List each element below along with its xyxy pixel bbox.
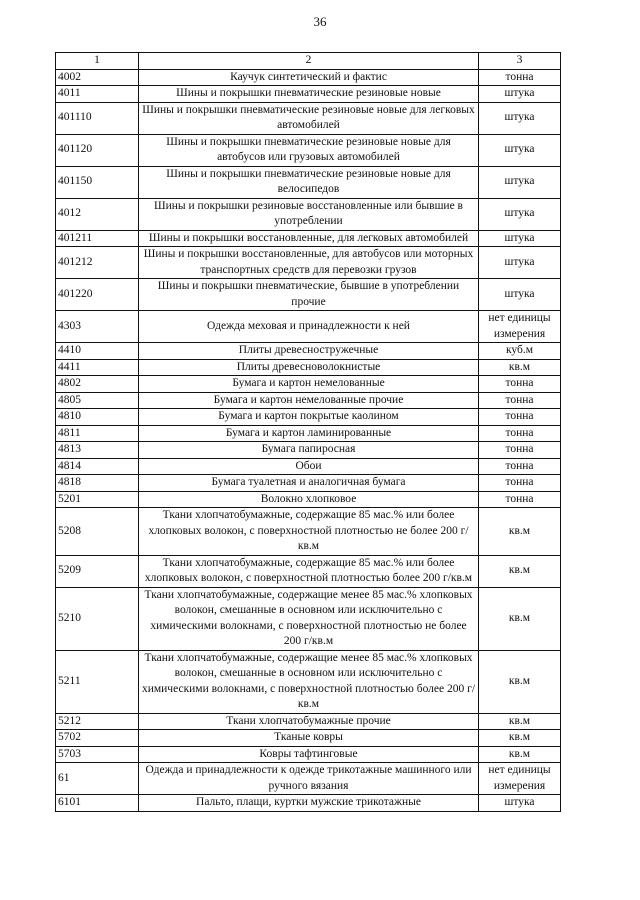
row-name: Бумага туалетная и аналогичная бумага xyxy=(139,475,479,492)
row-code: 4002 xyxy=(56,69,139,86)
table-row xyxy=(56,359,561,376)
row-name: Бумага и картон покрытые каолином xyxy=(139,409,479,426)
row-name: Бумага и картон ламинированные xyxy=(139,425,479,442)
row-name: Волокно хлопковое xyxy=(139,491,479,508)
row-name: Шины и покрышки пневматические резиновые новые xyxy=(139,86,479,103)
column-header-1: 1 xyxy=(56,53,139,70)
row-name: Шины и покрышки пневматические, бывшие в употреблении прочие xyxy=(139,279,479,311)
row-code: 6101 xyxy=(56,795,139,812)
row-unit: тонна xyxy=(479,69,561,86)
row-unit: штука xyxy=(479,102,561,134)
row-name: Ткани хлопчатобумажные, содержащие 85 мас.% или более хлопковых волокон, с поверхностной плотностью более 200 г/кв.м xyxy=(139,555,479,587)
row-code: 401150 xyxy=(56,166,139,198)
row-name: Тканые ковры xyxy=(139,730,479,747)
row-unit: штука xyxy=(479,86,561,103)
row-code: 4802 xyxy=(56,376,139,393)
row-name: Ткани хлопчатобумажные прочие xyxy=(139,713,479,730)
row-code: 401211 xyxy=(56,230,139,247)
row-name: Ткани хлопчатобумажные, содержащие менее 85 мас.% хлопковых волокон, смешанные в основном или исключительно с химическими волокнами, с поверхностной плотностью не более 200 г/кв.м xyxy=(139,587,479,650)
column-header-3: 3 xyxy=(479,53,561,70)
row-unit: тонна xyxy=(479,458,561,475)
row-unit: тонна xyxy=(479,376,561,393)
table-row xyxy=(56,166,561,198)
row-code: 4303 xyxy=(56,311,139,343)
row-code: 5211 xyxy=(56,650,139,713)
table-body xyxy=(56,69,561,811)
row-name: Шины и покрышки пневматические резиновые новые для легковых автомобилей xyxy=(139,102,479,134)
row-name: Плиты древесностружечные xyxy=(139,343,479,360)
row-unit: кв.м xyxy=(479,713,561,730)
row-name: Шины и покрышки пневматические резиновые новые для автобусов или грузовых автомобилей xyxy=(139,134,479,166)
row-unit: кв.м xyxy=(479,746,561,763)
row-unit: кв.м xyxy=(479,587,561,650)
row-code: 4818 xyxy=(56,475,139,492)
row-code: 4012 xyxy=(56,198,139,230)
row-code: 4810 xyxy=(56,409,139,426)
row-unit: тонна xyxy=(479,442,561,459)
table-row xyxy=(56,746,561,763)
row-unit: штука xyxy=(479,795,561,812)
row-name: Обои xyxy=(139,458,479,475)
row-unit: штука xyxy=(479,247,561,279)
table-row xyxy=(56,730,561,747)
row-unit: тонна xyxy=(479,409,561,426)
table-row xyxy=(56,587,561,650)
row-name: Бумага и картон немелованные xyxy=(139,376,479,393)
row-name: Ткани хлопчатобумажные, содержащие менее 85 мас.% хлопковых волокон, смешанные в основном или исключительно с химическими волокнами, с поверхностной плотностью более 200 г/кв.м xyxy=(139,650,479,713)
row-unit: штука xyxy=(479,198,561,230)
row-unit: штука xyxy=(479,279,561,311)
table-row xyxy=(56,795,561,812)
row-name: Плиты древесноволокнистые xyxy=(139,359,479,376)
row-name: Шины и покрышки восстановленные, для автобусов или моторных транспортных средств для перевозки грузов xyxy=(139,247,479,279)
row-code: 5703 xyxy=(56,746,139,763)
row-unit: кв.м xyxy=(479,508,561,556)
row-name: Пальто, плащи, куртки мужские трикотажные xyxy=(139,795,479,812)
row-code: 5208 xyxy=(56,508,139,556)
row-unit: штука xyxy=(479,230,561,247)
row-code: 4411 xyxy=(56,359,139,376)
row-code: 4814 xyxy=(56,458,139,475)
row-name: Шины и покрышки пневматические резиновые новые для велосипедов xyxy=(139,166,479,198)
row-unit: штука xyxy=(479,134,561,166)
row-unit: штука xyxy=(479,166,561,198)
table-row xyxy=(56,458,561,475)
table-row xyxy=(56,134,561,166)
table-row xyxy=(56,247,561,279)
row-code: 5201 xyxy=(56,491,139,508)
row-unit: тонна xyxy=(479,425,561,442)
table-row xyxy=(56,86,561,103)
row-name: Одежда и принадлежности к одежде трикотажные машинного или ручного вязания xyxy=(139,763,479,795)
table-row xyxy=(56,409,561,426)
row-name: Шины и покрышки восстановленные, для легковых автомобилей xyxy=(139,230,479,247)
row-unit: нет единицы измерения xyxy=(479,763,561,795)
row-name: Одежда меховая и принадлежности к ней xyxy=(139,311,479,343)
row-name: Ковры тафтинговые xyxy=(139,746,479,763)
table-row xyxy=(56,311,561,343)
table-row xyxy=(56,763,561,795)
table-row xyxy=(56,376,561,393)
row-unit: кв.м xyxy=(479,359,561,376)
table-row xyxy=(56,279,561,311)
row-name: Каучук синтетический и фактис xyxy=(139,69,479,86)
row-code: 401220 xyxy=(56,279,139,311)
table-row xyxy=(56,392,561,409)
table-row xyxy=(56,198,561,230)
row-code: 4811 xyxy=(56,425,139,442)
row-code: 4410 xyxy=(56,343,139,360)
row-code: 5209 xyxy=(56,555,139,587)
classification-table xyxy=(55,52,561,812)
row-unit: куб.м xyxy=(479,343,561,360)
table-row xyxy=(56,343,561,360)
row-unit: тонна xyxy=(479,475,561,492)
row-unit: тонна xyxy=(479,491,561,508)
row-code: 5212 xyxy=(56,713,139,730)
row-unit: тонна xyxy=(479,392,561,409)
table-row xyxy=(56,442,561,459)
row-name: Шины и покрышки резиновые восстановленные или бывшие в употреблении xyxy=(139,198,479,230)
row-unit: кв.м xyxy=(479,555,561,587)
row-code: 401110 xyxy=(56,102,139,134)
row-unit: нет единицы измерения xyxy=(479,311,561,343)
row-code: 4813 xyxy=(56,442,139,459)
table-header-row xyxy=(56,53,561,70)
page-number: 36 xyxy=(313,14,327,29)
table-row xyxy=(56,491,561,508)
table-row xyxy=(56,555,561,587)
table-row xyxy=(56,69,561,86)
row-code: 5210 xyxy=(56,587,139,650)
table-row xyxy=(56,475,561,492)
row-code: 4805 xyxy=(56,392,139,409)
column-header-2: 2 xyxy=(139,53,479,70)
table-row xyxy=(56,508,561,556)
row-name: Бумага и картон немелованные прочие xyxy=(139,392,479,409)
table-row xyxy=(56,713,561,730)
table-row xyxy=(56,102,561,134)
row-code: 401212 xyxy=(56,247,139,279)
row-code: 5702 xyxy=(56,730,139,747)
table-row xyxy=(56,425,561,442)
row-code: 401120 xyxy=(56,134,139,166)
row-name: Ткани хлопчатобумажные, содержащие 85 мас.% или более хлопковых волокон, с поверхностной плотностью не более 200 г/кв.м xyxy=(139,508,479,556)
table-row xyxy=(56,650,561,713)
row-unit: кв.м xyxy=(479,730,561,747)
row-name: Бумага папиросная xyxy=(139,442,479,459)
table-row xyxy=(56,230,561,247)
row-code: 61 xyxy=(56,763,139,795)
row-unit: кв.м xyxy=(479,650,561,713)
row-code: 4011 xyxy=(56,86,139,103)
